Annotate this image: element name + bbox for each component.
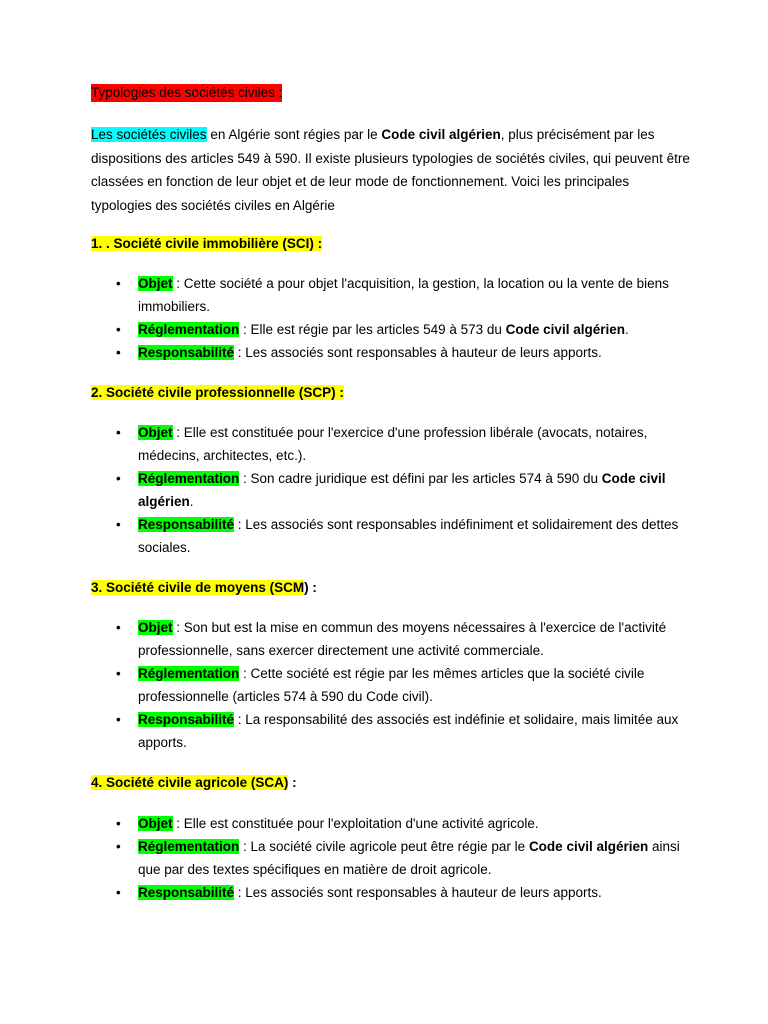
label-responsabilite: Responsabilité (138, 345, 235, 360)
section-heading-text: 3. Société civile de moyens (SCM (91, 580, 305, 595)
text-reglementation: : La société civile agricole peut être régie par le (239, 839, 529, 854)
list-item-objet (116, 616, 683, 662)
section-heading-sci (91, 235, 322, 253)
text-reglementation-tail: . (624, 322, 629, 337)
label-objet: Objet (138, 276, 173, 291)
bullet-icon: • (116, 816, 121, 831)
list-item-reglementation (116, 318, 683, 341)
section-heading-scm (91, 579, 317, 597)
section-list-sca (116, 812, 683, 904)
text-responsabilite: : Les associés sont responsables à hauteur de leurs apports. (234, 345, 602, 360)
text-code-civil: Code civil algérien (505, 322, 625, 337)
list-item-reglementation (116, 662, 683, 708)
label-objet: Objet (138, 425, 173, 440)
bullet-icon: • (116, 517, 121, 532)
text-code-civil: Code civil algérien (528, 839, 649, 854)
section-heading-tail: : (288, 775, 297, 790)
text-responsabilite: : Les associés sont responsables indéfiniment et solidairement des dettes sociales. (138, 517, 679, 555)
text-reglementation: : Son cadre juridique est défini par les articles 574 à 590 du (239, 471, 602, 486)
text-responsabilite: : La responsabilité des associés est indéfinie et solidaire, mais limitée aux apports. (138, 712, 679, 750)
list-item-responsabilite (116, 708, 683, 754)
section-heading-sca (91, 774, 297, 792)
section-heading-tail: ) : (304, 580, 317, 595)
list-item-objet (116, 421, 683, 467)
text-code-civil: Code civil algérien (138, 471, 666, 509)
bullet-icon: • (116, 712, 121, 727)
label-reglementation: Réglementation (138, 839, 240, 854)
intro-text-1: en Algérie sont régies par le (206, 127, 382, 142)
section-list-scm (116, 616, 683, 754)
section-list-scp (116, 421, 683, 559)
section-heading-scp (91, 384, 344, 402)
label-reglementation: Réglementation (138, 471, 240, 486)
label-reglementation: Réglementation (138, 666, 240, 681)
bullet-icon: • (116, 666, 121, 681)
bullet-icon: • (116, 345, 121, 360)
intro-paragraph (91, 123, 691, 217)
text-reglementation-tail: . (189, 494, 194, 509)
intro-text-2: , plus précisément par les dispositions des articles 549 à 590. Il existe plusieurs typologies de sociétés civiles, qui peuvent être classées en fonction de leur objet et de leur mode de fonctionnement. Voici les principales typologies des sociétés civiles en Algérie (91, 127, 690, 213)
label-responsabilite: Responsabilité (138, 885, 235, 900)
text-reglementation: : Cette société est régie par les mêmes articles que la société civile professionnelle (articles 574 à 590 du Code civil). (138, 666, 645, 704)
bullet-icon: • (116, 322, 121, 337)
section-list-sci (116, 272, 683, 364)
document-title: Typologies des sociétés civiles : (91, 85, 283, 100)
intro-code-civil: Code civil algérien (381, 127, 501, 142)
text-objet: : Elle est constituée pour l'exploitation d'une activité agricole. (172, 816, 539, 831)
list-item-responsabilite (116, 513, 683, 559)
bullet-icon: • (116, 885, 121, 900)
label-objet: Objet (138, 620, 173, 635)
bullet-icon: • (116, 471, 121, 486)
intro-highlight: Les sociétés civiles (91, 127, 207, 142)
label-reglementation: Réglementation (138, 322, 240, 337)
list-item-objet (116, 272, 683, 318)
list-item-reglementation (116, 467, 683, 513)
list-item-reglementation (116, 835, 683, 881)
list-item-objet (116, 812, 683, 835)
text-reglementation: : Elle est régie par les articles 549 à 573 du (239, 322, 506, 337)
bullet-icon: • (116, 425, 121, 440)
bullet-icon: • (116, 620, 121, 635)
list-item-responsabilite (116, 881, 683, 904)
label-objet: Objet (138, 816, 173, 831)
text-reglementation-tail: ainsi que par des textes spécifiques en matière de droit agricole. (138, 839, 680, 877)
list-item-responsabilite (116, 341, 683, 364)
label-responsabilite: Responsabilité (138, 517, 235, 532)
label-responsabilite: Responsabilité (138, 712, 235, 727)
section-heading-text: 1. . Société civile immobilière (SCI) : (91, 236, 323, 251)
text-responsabilite: : Les associés sont responsables à hauteur de leurs apports. (234, 885, 602, 900)
bullet-icon: • (116, 276, 121, 291)
text-objet: : Son but est la mise en commun des moyens nécessaires à l'exercice de l'activité professionnelle, sans exercer directement une activité commerciale. (138, 620, 667, 658)
text-objet: : Cette société a pour objet l'acquisition, la gestion, la location ou la vente de biens immobiliers. (138, 276, 669, 314)
bullet-icon: • (116, 839, 121, 854)
section-heading-text: 2. Société civile professionnelle (SCP) : (91, 385, 344, 400)
text-objet: : Elle est constituée pour l'exercice d'une profession libérale (avocats, notaires, médecins, architectes, etc.). (138, 425, 648, 463)
section-heading-text: 4. Société civile agricole (SCA) (91, 775, 289, 790)
